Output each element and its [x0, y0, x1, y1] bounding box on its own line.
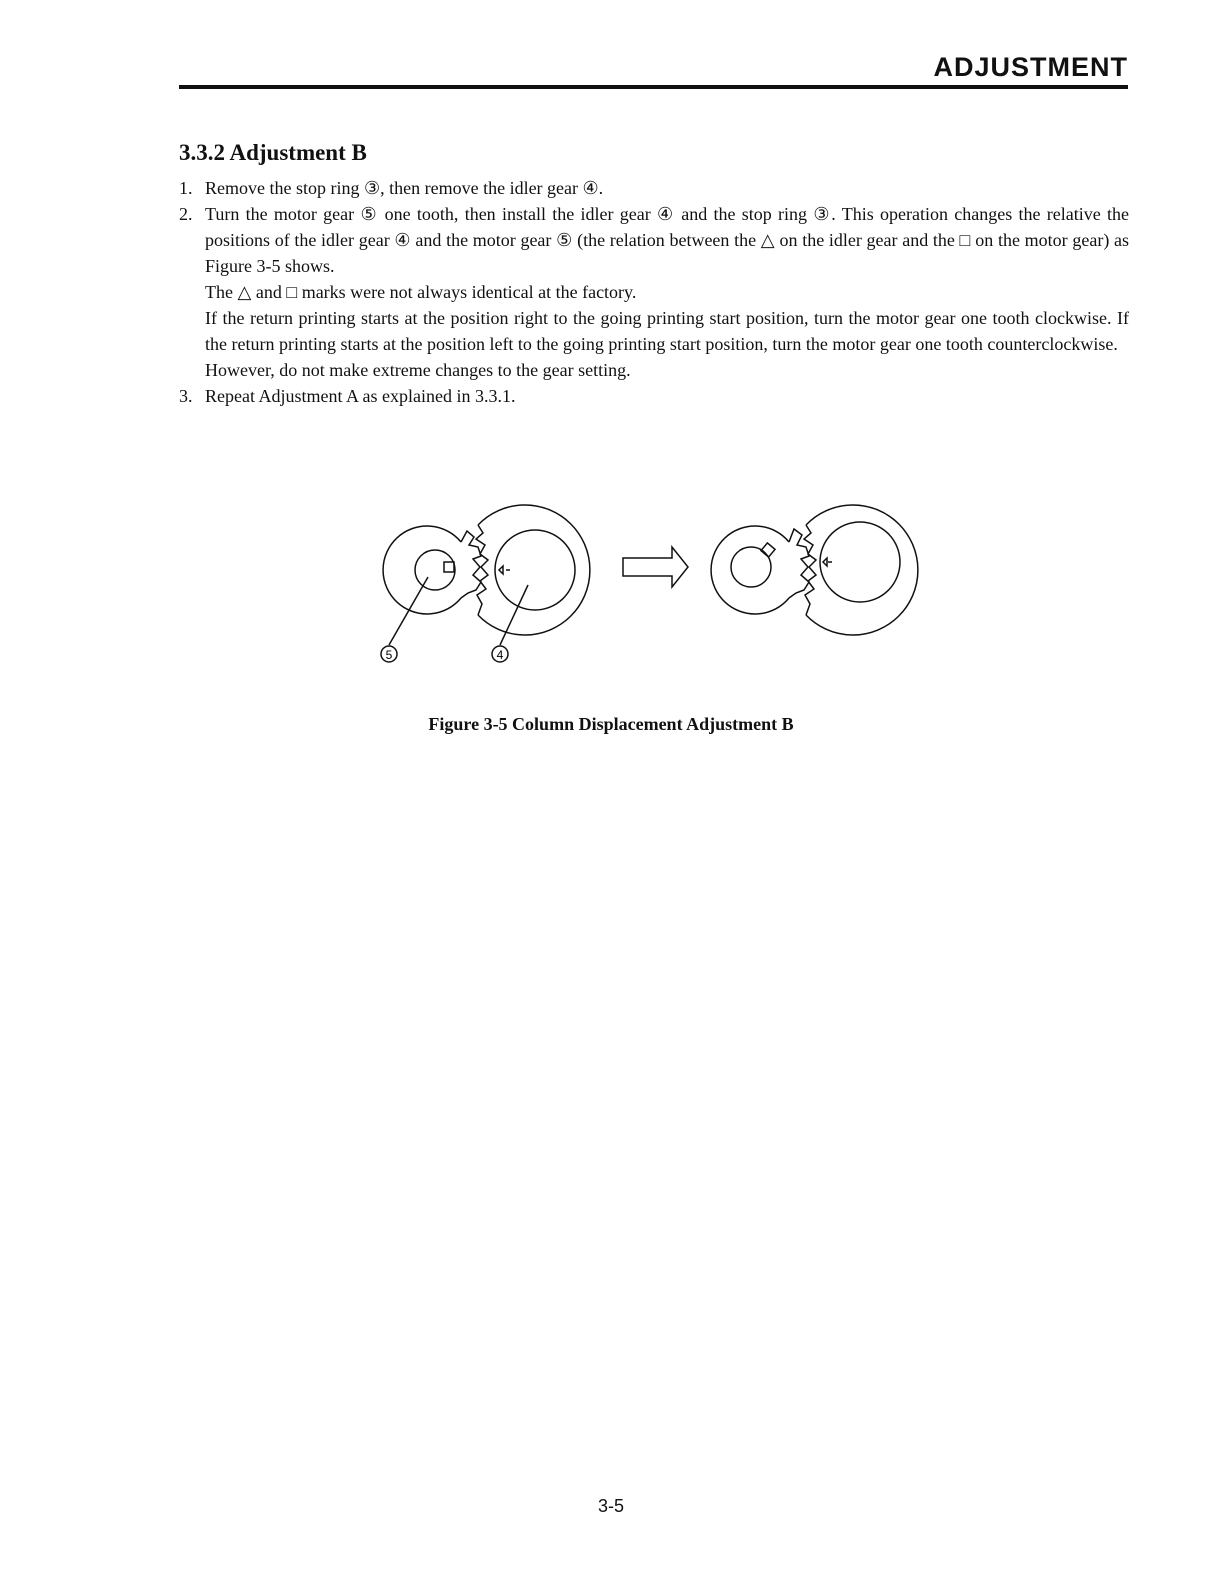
step-text: Turn the motor gear ⑤ one tooth, then install the idler gear ④ and the stop ring ③. This operation changes the relative the positions of the idler gear ④ and the motor gear ⑤ (the relation between the △ on the idler gear and the □ on the motor gear) as Figure 3-5 shows. [205, 204, 1129, 276]
step-number: 3. [179, 386, 193, 406]
motor-gear-after [711, 526, 809, 614]
step-3 [179, 383, 1129, 409]
arrow-icon [623, 547, 688, 587]
step-text: However, do not make extreme changes to the gear setting. [205, 360, 631, 380]
triangle-mark [499, 566, 510, 574]
header-rule [179, 85, 1128, 89]
step-text: Remove the stop ring ③, then remove the idler gear ④. [205, 178, 604, 198]
step-1 [179, 175, 1129, 201]
steps-list [179, 175, 1129, 409]
step-2 [179, 201, 1129, 383]
step-text: If the return printing starts at the position right to the going printing start position, turn the motor gear one tooth clockwise. If the return printing starts at the position left to the going printing start position, turn the motor gear one tooth counterclockwise. [205, 308, 1129, 354]
callout-4-label: 4 [496, 648, 504, 662]
idler-gear-before [476, 505, 590, 635]
leader-line [389, 577, 428, 645]
header-title: ADJUSTMENT [933, 52, 1128, 82]
page-number: 3-5 [597, 1496, 624, 1516]
square-mark [761, 543, 775, 557]
idler-gear-after [804, 505, 918, 635]
triangle-mark [823, 558, 832, 566]
gear-diagram [360, 485, 960, 675]
figure-caption: Figure 3-5 Column Displacement Adjustment B [428, 714, 794, 734]
step-text: Repeat Adjustment A as explained in 3.3.1. [205, 386, 516, 406]
step-text: The △ and □ marks were not always identical at the factory. [205, 282, 637, 302]
section-heading: 3.3.2 Adjustment B [179, 140, 367, 165]
step-number: 1. [179, 178, 193, 198]
square-mark [444, 562, 454, 572]
leader-line [500, 585, 528, 645]
motor-gear-before [383, 526, 481, 614]
callout-5-label: 5 [385, 648, 393, 662]
step-number: 2. [179, 204, 193, 224]
